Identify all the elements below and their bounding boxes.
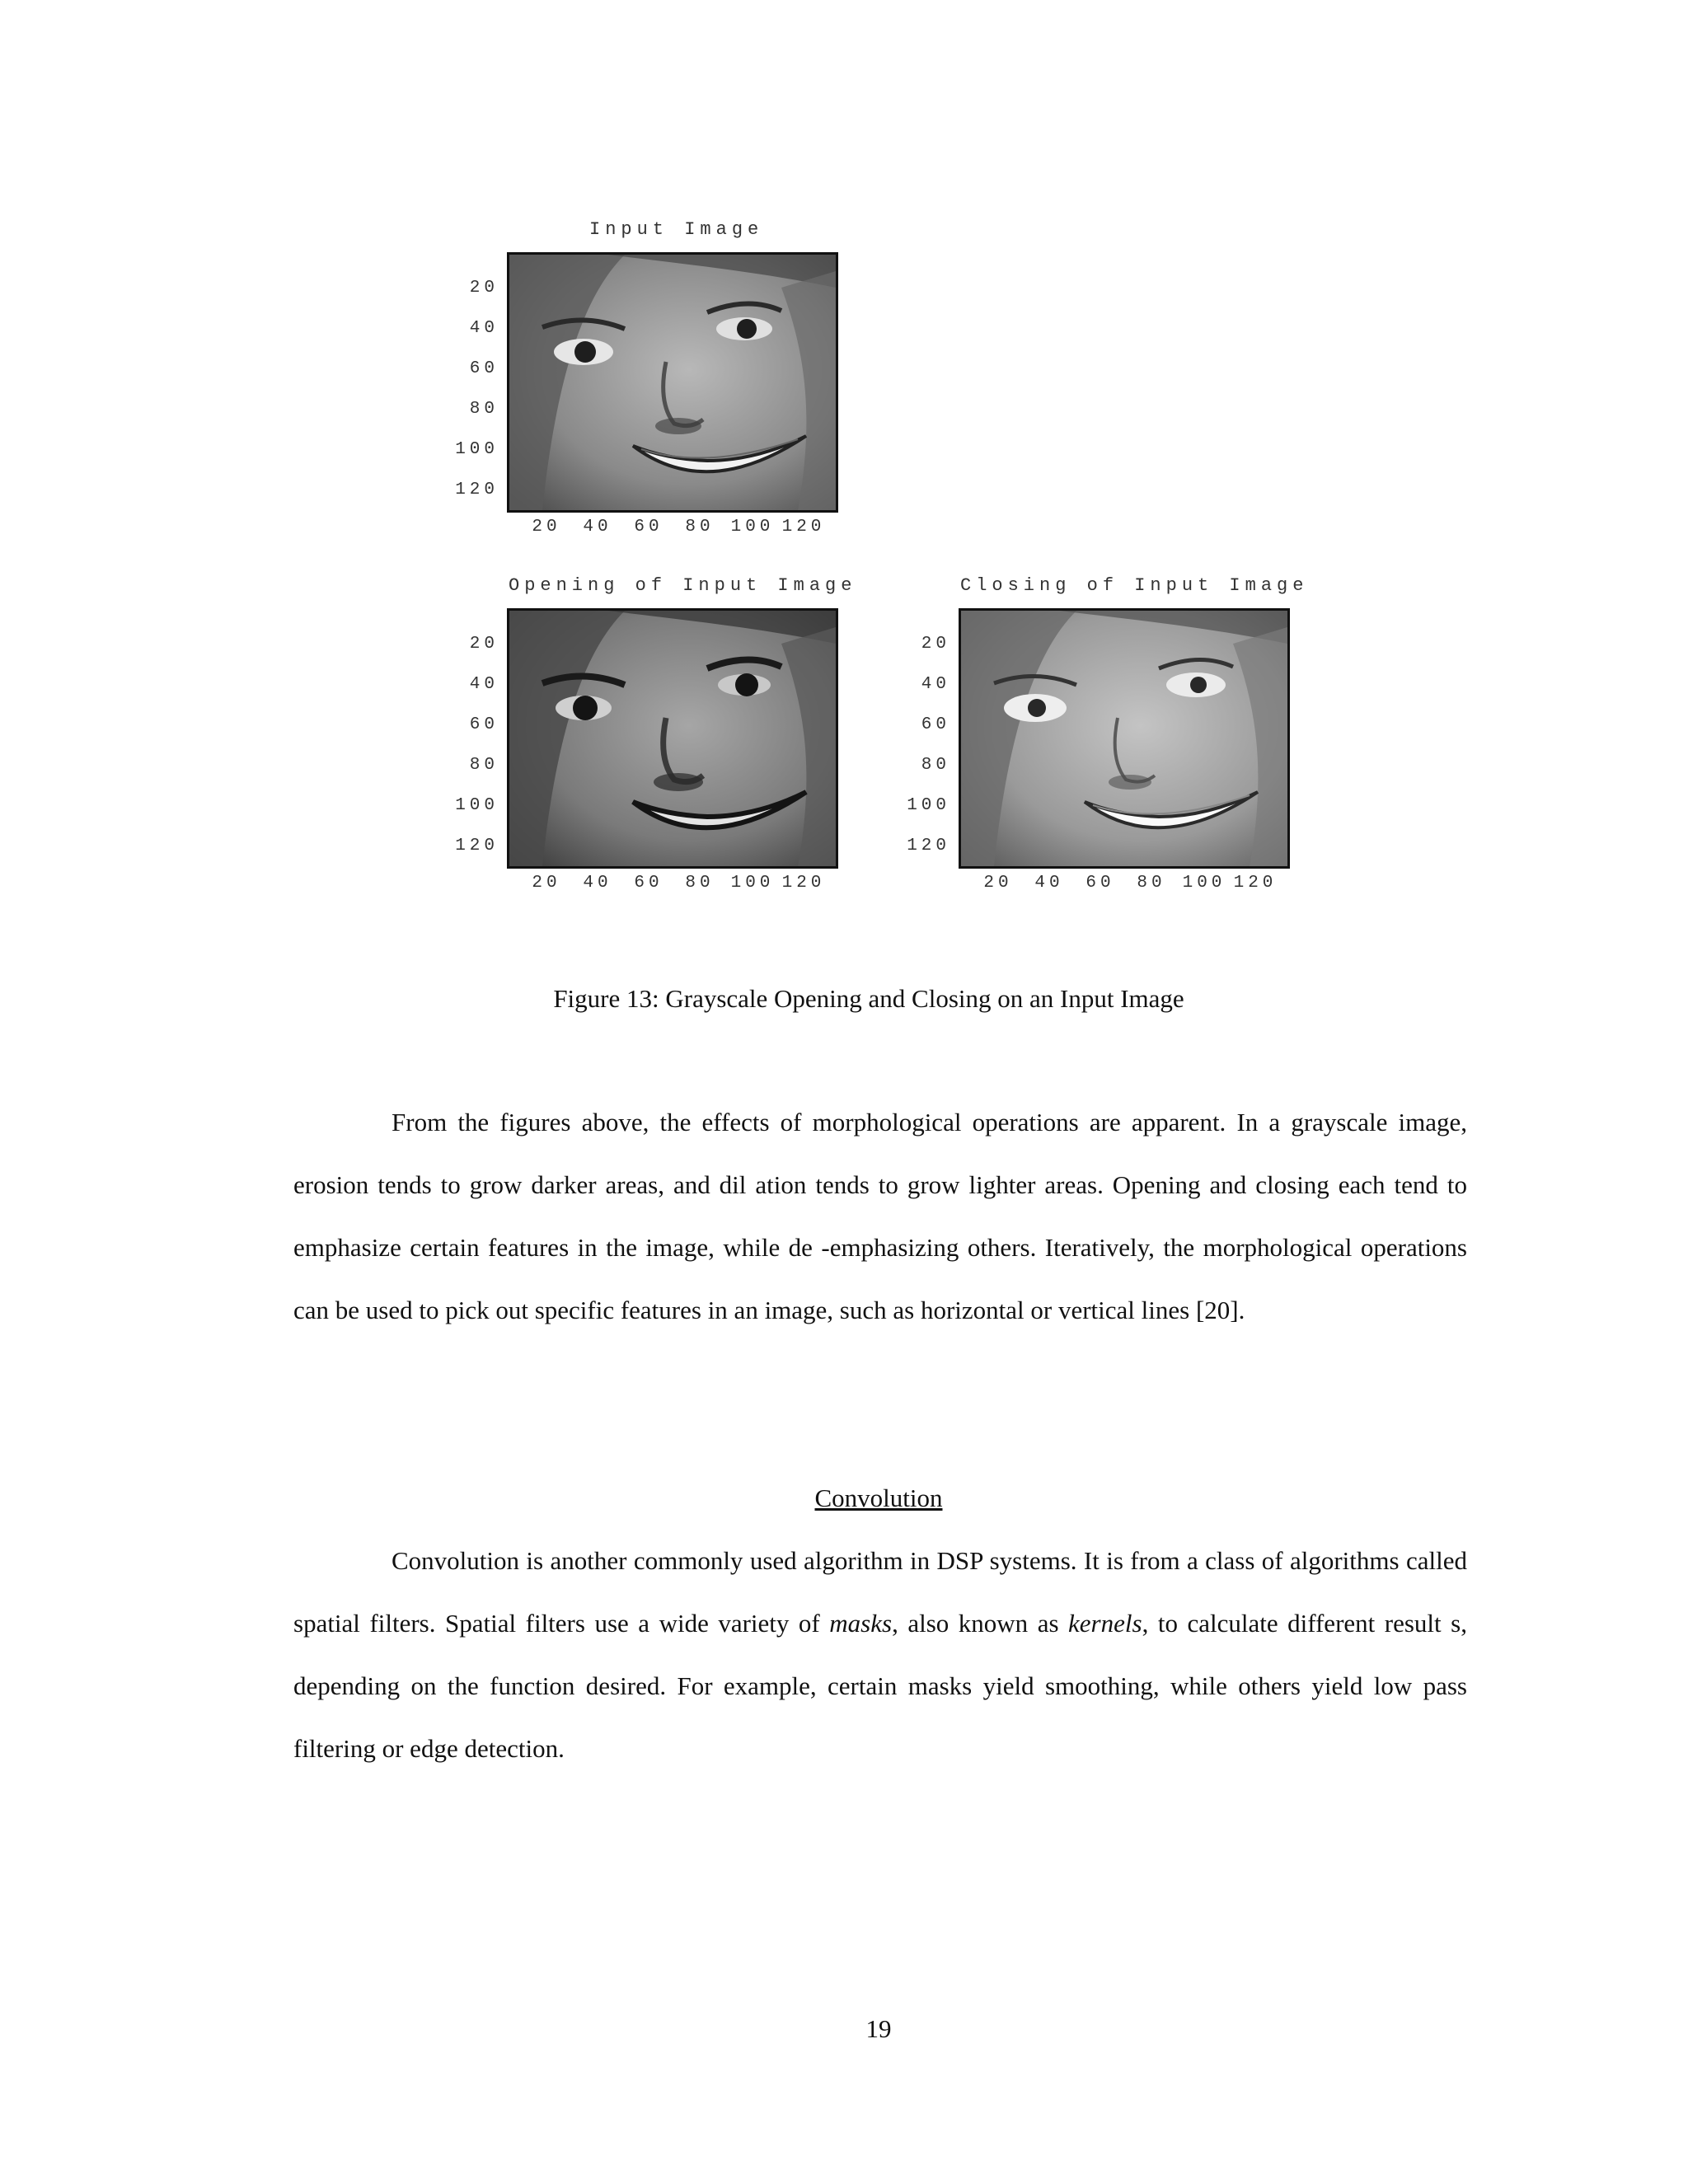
- closing-image-plot: [959, 608, 1290, 869]
- xtick-label: 120: [781, 518, 826, 537]
- ytick-label: 120: [455, 480, 499, 499]
- face-image-closing: [961, 611, 1287, 866]
- body-paragraph: From the figures above, the effects of morphological operations are apparent. In a grayscale image, erosion tends to grow darker areas, and dil ation tends to grow lighter areas. Opening and closing each tend to emphasize certain features in the image, while de -emphasizing others. Iteratively, the morphological operations can be used to pick out specific features in an image, such as horizontal or vertical lines [20].: [293, 1108, 1467, 1324]
- xtick-label: 60: [634, 518, 663, 537]
- ytick-label: 80: [469, 400, 499, 419]
- panel-closing: [907, 575, 1309, 893]
- xtick-label: 80: [685, 874, 715, 893]
- xtick-label: 100: [1182, 874, 1226, 893]
- xtick-label: 120: [1233, 874, 1278, 893]
- input-image-plot: [507, 252, 838, 513]
- ytick-label: 80: [921, 756, 950, 775]
- ytick-label: 120: [907, 837, 950, 855]
- body-paragraph: [293, 1530, 1467, 1780]
- xtick-label: 100: [730, 518, 775, 537]
- face-image: [509, 255, 836, 510]
- xtick-label: 120: [781, 874, 826, 893]
- ytick-label: 40: [469, 319, 499, 338]
- term-kernels: kernels: [1068, 1609, 1142, 1638]
- xtick-label: 60: [1085, 874, 1115, 893]
- figure-caption: Figure 13: Grayscale Opening and Closing on an Input Image: [553, 984, 1184, 1013]
- xtick-label: 40: [1034, 874, 1064, 893]
- ytick-label: 20: [469, 279, 499, 298]
- ytick-label: 60: [469, 715, 499, 734]
- xtick-label: 20: [532, 874, 561, 893]
- ytick-label: 20: [921, 635, 950, 654]
- ytick-label: 40: [469, 675, 499, 694]
- panel-title: Closing of Input Image: [960, 575, 1309, 596]
- xtick-label: 80: [685, 518, 715, 537]
- paragraph-text: , also known as: [892, 1609, 1069, 1638]
- page-number: 19: [865, 2014, 892, 2043]
- ytick-label: 120: [455, 837, 499, 855]
- panel-input-image: [455, 219, 837, 537]
- term-masks: masks: [829, 1609, 893, 1638]
- panel-title: Input Image: [589, 219, 764, 240]
- xtick-label: 100: [730, 874, 775, 893]
- panel-opening: [455, 575, 857, 893]
- xtick-label: 20: [532, 518, 561, 537]
- panel-title: Opening of Input Image: [509, 575, 857, 596]
- paragraph-text: Convolution is another commonly used algorithm in DSP systems. It is from a class of algorithms called spatial filters. Spatial filters use a wide variety of: [293, 1546, 1467, 1638]
- ytick-label: 40: [921, 675, 950, 694]
- ytick-label: 100: [455, 796, 499, 815]
- xtick-label: 60: [634, 874, 663, 893]
- ytick-label: 80: [469, 756, 499, 775]
- opening-image-plot: [507, 608, 838, 869]
- ytick-label: 60: [921, 715, 950, 734]
- xtick-label: 80: [1137, 874, 1166, 893]
- xtick-label: 40: [583, 874, 612, 893]
- paragraph-text: , to calculate different result s, depending on the function desired. For example, certain masks yield smoothing, while others yield low pass filtering or edge detection.: [293, 1609, 1467, 1763]
- ytick-label: 20: [469, 635, 499, 654]
- section-heading: Convolution: [814, 1483, 943, 1512]
- ytick-label: 100: [455, 440, 499, 459]
- xtick-label: 20: [983, 874, 1013, 893]
- xtick-label: 40: [583, 518, 612, 537]
- ytick-label: 60: [469, 359, 499, 378]
- ytick-label: 100: [907, 796, 950, 815]
- face-image-opening: [509, 611, 836, 866]
